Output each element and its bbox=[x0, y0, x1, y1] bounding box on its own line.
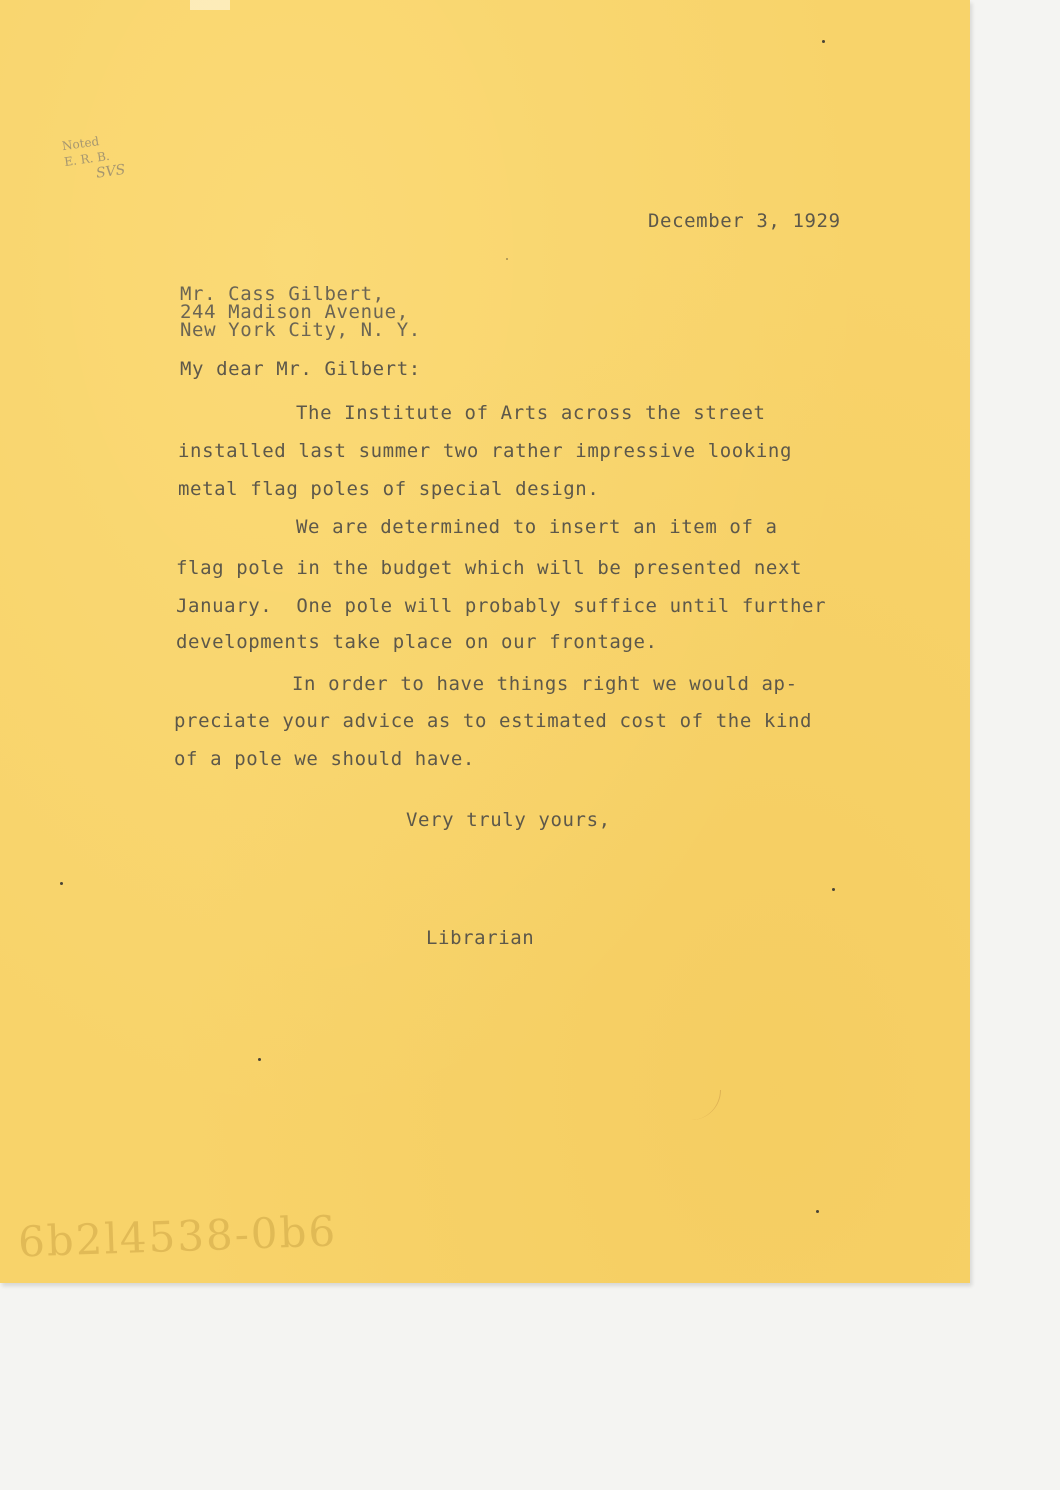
body-line-8: In order to have things right we would ap- bbox=[292, 673, 798, 695]
letter-date: December 3, 1929 bbox=[648, 210, 841, 232]
paper-fiber bbox=[670, 1090, 721, 1120]
paper-speck bbox=[816, 1210, 819, 1213]
margin-note-initials-handwritten: SVS bbox=[95, 161, 127, 182]
body-line-6: January. One pole will probably suffice until further bbox=[176, 595, 827, 617]
margin-note-initials-typed: E. R. B. bbox=[63, 148, 111, 170]
address-line-2: 244 Madison Avenue, bbox=[180, 301, 409, 323]
address-line-1: Mr. Cass Gilbert, bbox=[180, 283, 385, 305]
paper-speck bbox=[506, 258, 508, 260]
paper-speck bbox=[60, 882, 63, 885]
paper-speck bbox=[832, 888, 835, 891]
closing: Very truly yours, bbox=[406, 809, 611, 831]
body-line-7: developments take place on our frontage. bbox=[176, 631, 658, 653]
address-line-3: New York City, N. Y. bbox=[180, 319, 421, 341]
body-line-4: We are determined to insert an item of a bbox=[296, 516, 778, 538]
body-line-1: The Institute of Arts across the street bbox=[296, 402, 766, 424]
margin-note-noted: Noted bbox=[61, 134, 101, 154]
salutation: My dear Mr. Gilbert: bbox=[180, 358, 421, 380]
paper-speck bbox=[822, 40, 825, 43]
archive-stamp: 6b2l4538-0b6 bbox=[17, 1206, 338, 1267]
body-line-2: installed last summer two rather impressive looking bbox=[178, 440, 792, 462]
signature-title: Librarian bbox=[426, 927, 535, 949]
paper-speck bbox=[258, 1058, 261, 1061]
paper-crease bbox=[190, 0, 230, 10]
body-line-10: of a pole we should have. bbox=[174, 748, 475, 770]
body-line-9: preciate your advice as to estimated cost of the kind bbox=[174, 710, 813, 732]
margin-notation bbox=[61, 130, 126, 186]
body-line-3: metal flag poles of special design. bbox=[178, 478, 600, 500]
body-line-5: flag pole in the budget which will be presented next bbox=[176, 557, 803, 579]
